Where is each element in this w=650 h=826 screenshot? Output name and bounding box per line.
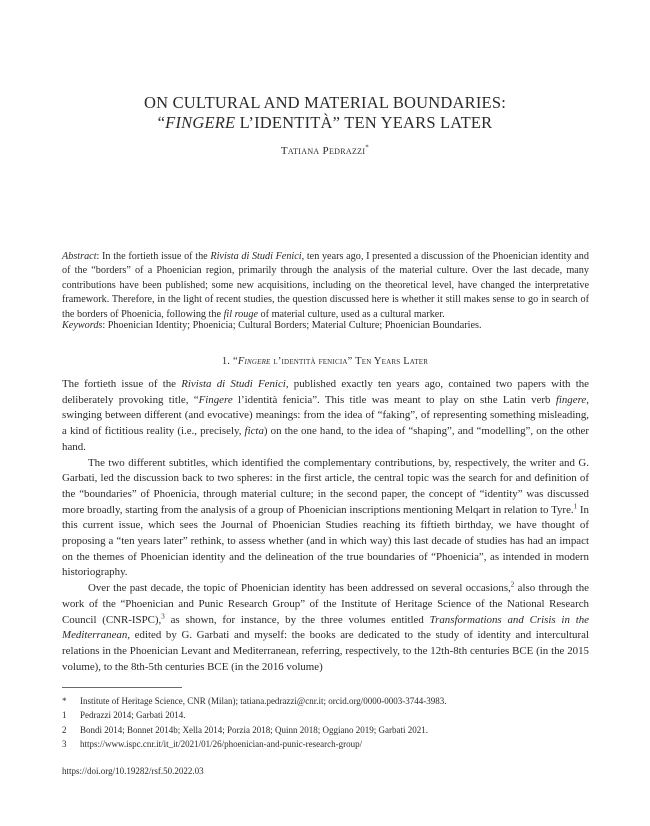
keywords-label: Keywords [62,320,103,331]
keywords: Keywords: Phoenician Identity; Phoenicia; Cultural Borders; Material Culture; Phoenician Boundaries. [62,320,482,331]
doi-link[interactable]: https://doi.org/10.19282/rsf.50.2022.03 [62,766,204,776]
author-name: Tatiana Pedrazzi* [280,143,370,157]
footnote: * Institute of Heritage Science, CNR (Milan); tatiana.pedrazzi@cnr.it; orcid.org/0000-0003-3744-3983. [62,696,447,706]
section-heading: 1. “Fingere l’identità fenicia” Ten Years Later [221,356,429,367]
footnote: 2 Bondì 2014; Bonnet 2014b; Xella 2014; Porzia 2018; Quinn 2018; Oggiano 2019; Garbati 2021. [62,724,428,735]
footnote-divider [62,687,182,688]
abstract: Abstract: In the fortieth issue of the Rivista di Studi Fenici, ten years ago, I presented a discussion of the Phoenician identity and of the “borders” of a Phoenician region, primarily through the analysis of the material culture. Over the last decade, many contributions have been published; some new acquisitions, including on the theoretical level, have changed the interpretative framework. Therefore, in the light of recent studies, the question discussed here is whether it still makes sense to go in search of the borders of Phoenicia, following the fil rouge of material culture, used as a cultural marker. [62,251,589,320]
abstract-label: Abstract [62,251,97,262]
journal-name: Rivista di Studi Fenici [210,251,302,262]
research-group-link[interactable]: https://www.ispc.cnr.it/it_it/2021/01/26/phoenician-and-punic-research-group/ [80,738,363,749]
footnote-ref-3: 3 [161,611,165,620]
footnotes [62,694,589,751]
paragraph-2: The two different subtitles, which identified the complementary contributions, by, respectively, the writer and G. Garbati, led the discussion back to two spheres: in the first article, the central topic was the search for and definition of the “boundaries” of Phoenicia, through material culture; in the second paper, the concept of “identity” was discussed more broadly, starting from the analysis of a group of Phoenician inscriptions mentioning Melqart in relation to Tyre.$^1$ In this current issue, which sees the Journal of Phoenician Studies reaching its fiftieth birthday, we have thought of proposing a “ten years later” rethink, to assess whether (and in which way) this last decade of studies has had an impact on the themes of Phoenician identity and the delineation of the true boundaries of “Phoenicia”, as intended in modern historiography. [62,456,589,579]
paper-title-line2: “FINGERE L’IDENTITÀ” TEN YEARS LATER [157,113,493,132]
footnote-ref-1: 1 [573,502,578,510]
paragraph-1: The fortieth issue of the Rivista di Studi Fenici, published exactly ten years ago, contained two papers with the deliberately provoking title, “Fingere l’identità fenicia”. This title was meant to play on sthe Latin verb fingere, swinging between different (and evocative) meanings: from the idea of “faking”, of representing something misleading, a kind of fictitious reality (i.e., precisely, ficta) on the one hand, to the idea of “shaping”, and “modelling”, on the other hand. [62,378,589,453]
author-footnote-mark: * [365,143,370,152]
title-italic-word: FINGERE [165,113,236,132]
footnote-ref-2: 2 [510,580,515,589]
footnote[interactable]: 3 https://www.ispc.cnr.it/it_it/2021/01/26/phoenician-and-punic-research-group/ [62,737,589,751]
footnote: 1 Pedrazzi 2014; Garbati 2014. [62,710,186,721]
body-text [62,377,589,675]
paper-title-line1: ON CULTURAL AND MATERIAL BOUNDARIES: [144,93,506,112]
paragraph-3: Over the past decade, the topic of Phoenician identity has been addressed on several occasions,$^2$ also through the work of the “Phoenician and Punic Research Group” of the Institute of Heritage Science of the National Research Council (CNR-ISPC),$^3$ as shown, for instance, by the three volumes entitled Transformations and Crisis in the Mediterranean, edited by G. Garbati and myself: the books are dedicated to the study of identity and intercultural relations in the Phoenician Levant and Mediterranean, referring, respectively, to the 12th-8th centuries BCE (in the 2015 volume), to the 8th-5th centuries BCE (in the 2016 volume) [62,580,589,673]
